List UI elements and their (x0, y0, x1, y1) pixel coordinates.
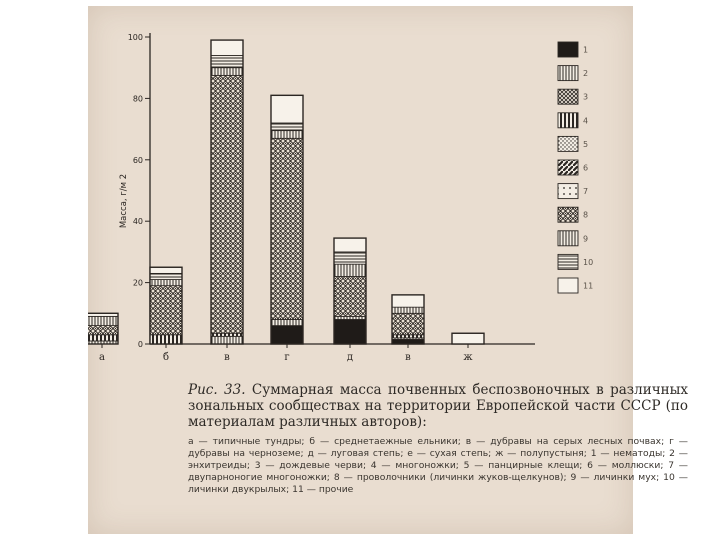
bar-е (392, 295, 424, 344)
legend-swatch (558, 231, 578, 246)
legend-item-7 (558, 184, 588, 199)
bar-segment-д-1 (334, 319, 366, 344)
bar-а (88, 313, 118, 344)
bar-segment-д-9 (334, 264, 366, 276)
legend-item-4 (558, 113, 588, 128)
bar-segment-д-8 (334, 276, 366, 316)
bar-segment-б-8 (150, 286, 182, 335)
bar-ж (452, 333, 484, 344)
bar-segment-г-10 (271, 123, 303, 131)
legend-label: 7 (583, 187, 589, 197)
bar-segment-в-11 (211, 40, 243, 55)
stacked-bar-chart (88, 6, 633, 376)
bar-segment-е-4 (392, 335, 424, 338)
bar-segment-в-10 (211, 55, 243, 67)
legend-label: 4 (583, 116, 589, 126)
legend-swatch (558, 66, 578, 81)
bar-г (271, 95, 303, 344)
legend-swatch (558, 278, 578, 293)
legend-item-1 (558, 42, 588, 57)
legend-label: 6 (583, 163, 589, 173)
bar-segment-е-9 (392, 307, 424, 313)
legend-label: 3 (583, 92, 589, 102)
bar-segment-г-11 (271, 95, 303, 123)
legend-label: 10 (583, 257, 594, 267)
legend-label: 5 (583, 139, 589, 149)
y-tick-label: 100 (127, 33, 143, 42)
bar-segment-д-10 (334, 252, 366, 264)
figure-label: Рис. 33. (188, 382, 246, 398)
x-tick-label: б (162, 352, 170, 363)
legend-swatch (558, 89, 578, 104)
caption-title-text: Суммарная масса почвенных беспозвоночных в различных зональных сообществах на территории Европейской части СССР (по материалам различных авторов): (188, 382, 688, 430)
legend-label: 8 (583, 210, 589, 220)
bar-segment-г-1 (271, 326, 303, 344)
bars-layer (88, 40, 484, 344)
x-tick-label: в (224, 352, 230, 363)
bar-segment-г-2 (271, 319, 303, 325)
bar-segment-д-2 (334, 316, 366, 319)
bar-segment-е-8 (392, 313, 424, 334)
x-tick-label: д (346, 352, 354, 363)
y-tick-label: 80 (132, 94, 143, 104)
bar-segment-в-9 (211, 68, 243, 76)
legend-item-8 (558, 207, 588, 222)
bar-segment-б-11 (150, 267, 182, 273)
bar-segment-е-11 (392, 295, 424, 307)
legend-layer (558, 42, 593, 293)
bar-segment-а-9 (88, 316, 118, 325)
legend-item-5 (558, 136, 588, 151)
y-axis-label: Масса, г/м 2 (119, 173, 129, 229)
legend-label: 9 (583, 234, 589, 244)
book-page (88, 6, 688, 534)
bar-segment-г-8 (271, 138, 303, 319)
x-tick-label: в (405, 352, 411, 363)
y-tick-label: 20 (132, 278, 143, 288)
bar-segment-в-2 (211, 336, 243, 344)
legend-swatch (558, 184, 578, 199)
bar-segment-б-4 (150, 335, 182, 344)
bar-segment-б-9 (150, 280, 182, 286)
bar-segment-ж-11 (452, 333, 484, 344)
legend-item-6 (558, 160, 588, 175)
bar-б (150, 267, 182, 344)
legend-label: 11 (583, 281, 594, 291)
legend-item-10 (558, 254, 593, 269)
bar-segment-а-4 (88, 335, 118, 341)
bar-segment-г-9 (271, 131, 303, 139)
y-tick-label: 0 (137, 340, 143, 349)
legend-item-9 (558, 231, 588, 246)
legend-label: 2 (583, 69, 589, 79)
legend-label: 1 (583, 45, 589, 55)
legend-swatch (558, 113, 578, 128)
legend-item-11 (558, 278, 593, 293)
bar-segment-б-10 (150, 273, 182, 279)
figure-caption (188, 382, 688, 496)
y-tick-label: 40 (132, 217, 143, 227)
caption-title (188, 382, 688, 430)
caption-legend-text: а — типичные тундры; б — среднетаежные ельники; в — дубравы на серых лесных почвах; г — дубравы на черноземе; д — луговая степь; е — сухая степь; ж — полупустыня; 1 — нематоды; 2 — энхитреиды; 3 — дождевые черви; 4 — многоножки; 5 — панцирные клещи; 6 — моллюски; 7 — двупарноногие многоножки; 8 — проволочники (личинки жуков-щелкунов); 9 — личинки мух; 10 — личинки двукрылых; 11 — прочие (188, 436, 688, 495)
bar-segment-а-8 (88, 326, 118, 335)
x-tick-label: г (284, 352, 290, 363)
bar-segment-в-4 (211, 333, 243, 336)
legend-item-2 (558, 66, 588, 81)
x-tick-label: а (99, 352, 105, 363)
legend-swatch (558, 254, 578, 269)
bar-segment-в-8 (211, 75, 243, 333)
legend-item-3 (558, 89, 588, 104)
legend-swatch (558, 207, 578, 222)
legend-swatch (558, 160, 578, 175)
bar-segment-д-11 (334, 238, 366, 252)
y-tick-label: 60 (132, 155, 143, 165)
legend-swatch (558, 136, 578, 151)
legend-swatch (558, 42, 578, 57)
bar-д (334, 238, 366, 344)
bar-в (211, 40, 243, 344)
x-tick-label: ж (463, 352, 473, 363)
